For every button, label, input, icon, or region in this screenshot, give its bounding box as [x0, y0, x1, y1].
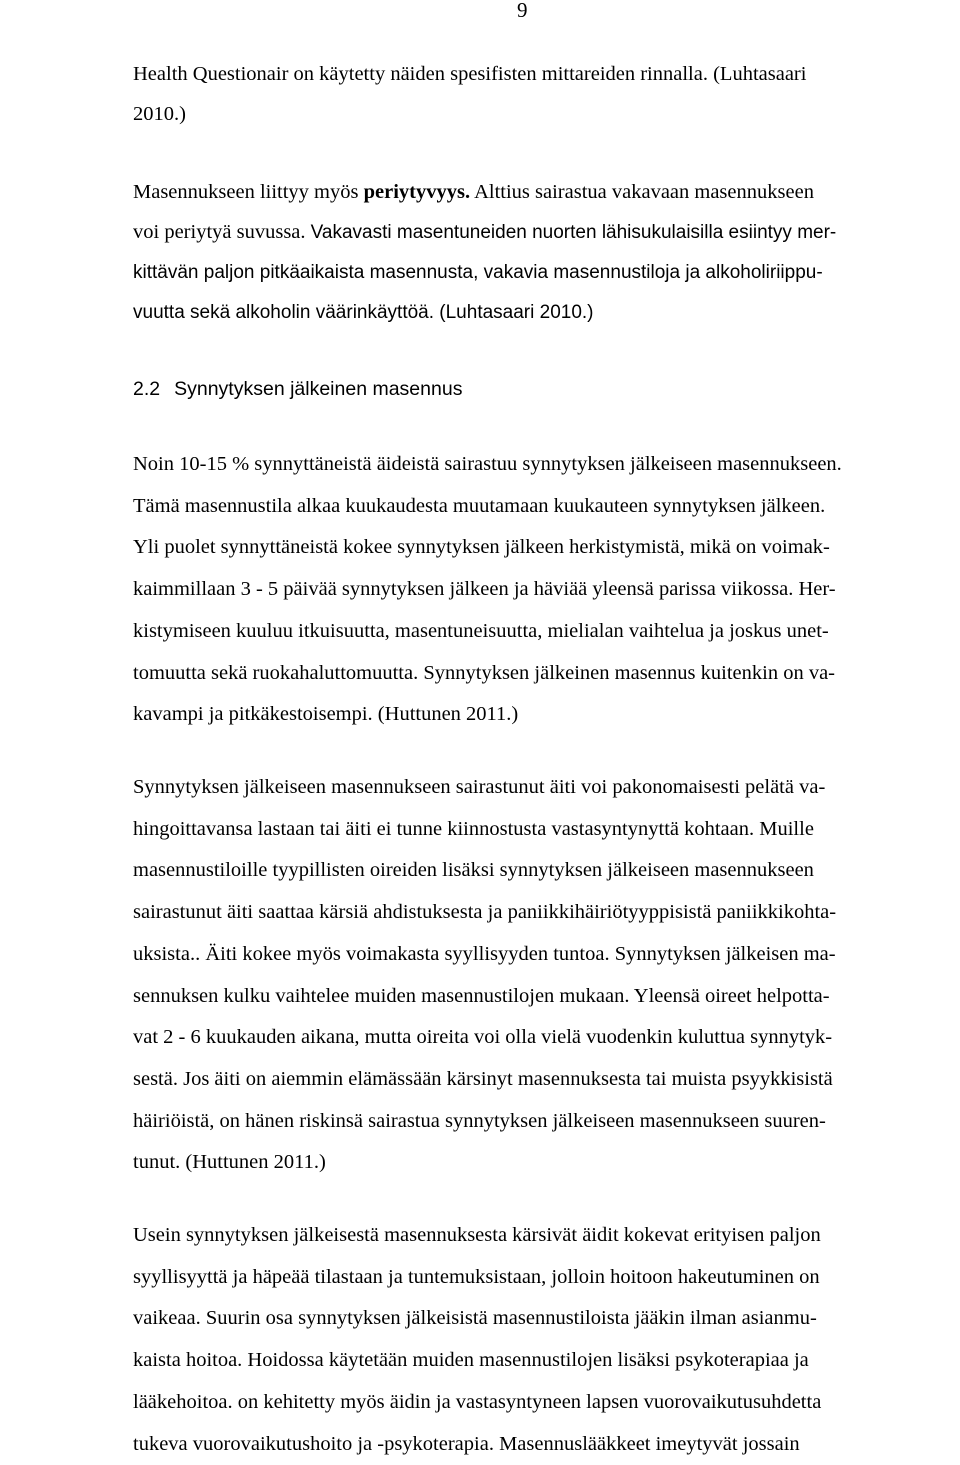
paragraph-line: vuutta sekä alkoholin väärinkäyttöä. (Luhtasaari 2010.) — [133, 302, 594, 323]
paragraph-line — [133, 172, 836, 212]
text-span: Alttius sairastua vakavaan masennukseen — [470, 181, 814, 203]
paragraph-line: kaista hoitoa. Hoidossa käytetään muiden masennustilojen lisäksi psykoterapiaa ja — [133, 1349, 809, 1372]
paragraph-line: tukeva vuorovaikutushoito ja -psykoterapia. Masennuslääkkeet imeytyvät jossain — [133, 1432, 800, 1455]
bold-term-heredity: periytyvyys. — [363, 181, 471, 203]
paragraph-line: Health Questionair on käytetty näiden spesifisten mittareiden rinnalla. (Luhtasaari — [133, 63, 807, 85]
paragraph-line: tomuutta sekä ruokahaluttomuutta. Synnytyksen jälkeinen masennus kuitenkin on va- — [133, 661, 835, 684]
paragraph-line: masennustiloille tyypillisten oireiden lisäksi synnytyksen jälkeiseen masennukseen — [133, 859, 814, 882]
paragraph-line: kittävän paljon pitkäaikaista masennusta, vakavia masennustiloja ja alkoholiriippu- — [133, 262, 823, 283]
paragraph-line: tunut. (Huttunen 2011.) — [133, 1151, 326, 1174]
paragraph-health-questionnaire — [133, 54, 806, 134]
page-number: 9 — [517, 0, 528, 22]
text-span: Vakavasti masentuneiden nuorten lähisukulaisilla esiintyy mer- — [310, 222, 837, 243]
paragraph-line: sairastunut äiti saattaa kärsiä ahdistuksesta ja paniikkihäiriötyyppisistä paniikkikohta- — [133, 901, 837, 924]
section-title: Synnytyksen jälkeinen masennus — [174, 378, 463, 400]
paragraph-line: 2010.) — [133, 103, 186, 125]
text-span: Masennukseen liittyy myös — [133, 181, 364, 203]
paragraph-line: Synnytyksen jälkeiseen masennukseen sairastunut äiti voi pakonomaisesti pelätä va- — [133, 776, 826, 798]
section-heading — [133, 375, 462, 403]
paragraph-line: lääkehoitoa. on kehitetty myös äidin ja vastasyntyneen lapsen vuorovaikutusuhdetta — [133, 1390, 822, 1413]
paragraph-line: vat 2 - 6 kuukauden aikana, mutta oireita voi olla vielä vuodenkin kuluttua synnytyk- — [133, 1026, 833, 1049]
paragraph-line — [133, 212, 836, 253]
paragraph-line: uksista.. Äiti kokee myös voimakasta syyllisyyden tuntoa. Synnytyksen jälkeisen ma- — [133, 942, 836, 965]
paragraph-symptoms — [133, 767, 836, 1184]
paragraph-line: Tämä masennustila alkaa kuukaudesta muutamaan kuukauteen synnytyksen jälkeen. — [133, 494, 826, 517]
paragraph-line: sestä. Jos äiti on aiemmin elämässään kärsinyt masennuksesta tai muista psyykkisistä — [133, 1067, 833, 1090]
paragraph-line: Yli puolet synnyttäneistä kokee synnytyksen jälkeen herkistymistä, mikä on voimak- — [133, 536, 830, 559]
paragraph-line: kavampi ja pitkäkestoisempi. (Huttunen 2011.) — [133, 703, 519, 726]
paragraph-line: syyllisyyttä ja häpeää tilastaan ja tuntemuksistaan, jolloin hoitoon hakeutuminen on — [133, 1265, 820, 1288]
paragraph-line: Noin 10-15 % synnyttäneistä äideistä sairastuu synnytyksen jälkeiseen masennukseen. — [133, 453, 842, 475]
paragraph-treatment — [133, 1215, 821, 1465]
paragraph-line: sennuksen kulku vaihtelee muiden masennustilojen mukaan. Yleensä oireet helpotta- — [133, 984, 830, 1007]
paragraph-line: kistymiseen kuuluu itkuisuutta, masentuneisuutta, mielialan vaihtelua ja joskus unet- — [133, 619, 829, 642]
text-span: voi periytyä suvussa. — [133, 221, 311, 243]
paragraph-line: hingoittavansa lastaan tai äiti ei tunne kiinnostusta vastasyntynyttä kohtaan. Muille — [133, 817, 814, 840]
paragraph-line: kaimmillaan 3 - 5 päivää synnytyksen jälkeen ja häviää yleensä parissa viikossa. Her- — [133, 578, 836, 601]
paragraph-line: vaikeaa. Suurin osa synnytyksen jälkeisistä masennustiloista jääkin ilman asianmu- — [133, 1307, 817, 1330]
paragraph-line: Usein synnytyksen jälkeisestä masennuksesta kärsivät äidit kokevat erityisen paljon — [133, 1224, 821, 1246]
paragraph-prevalence — [133, 444, 842, 736]
paragraph-line: häiriöistä, on hänen riskinsä sairastua synnytyksen jälkeiseen masennukseen suuren- — [133, 1109, 826, 1132]
paragraph-heredity — [133, 172, 836, 333]
section-number: 2.2 — [133, 378, 161, 400]
